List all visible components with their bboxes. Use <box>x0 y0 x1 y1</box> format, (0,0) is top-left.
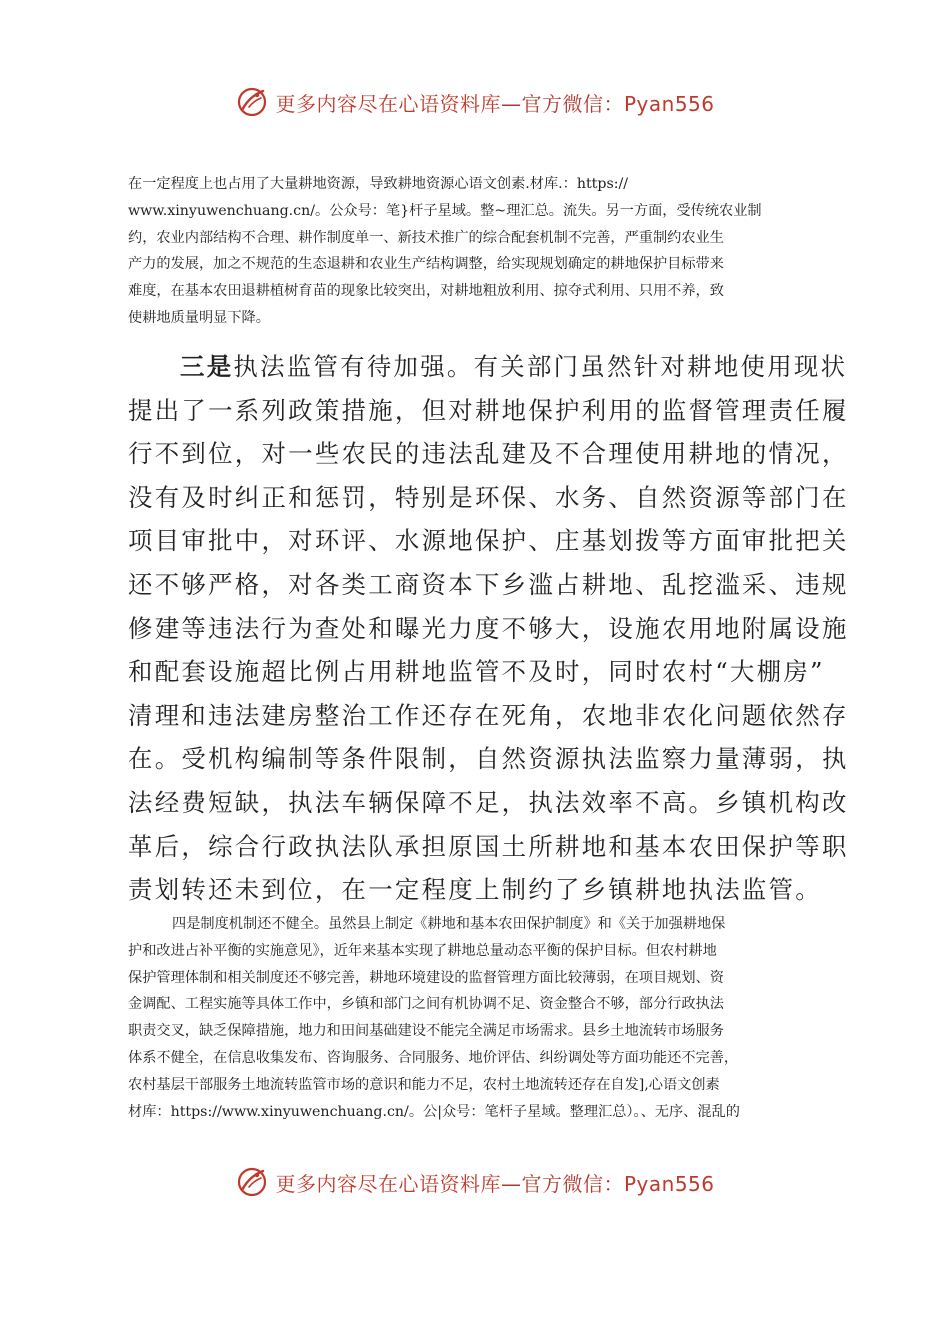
paragraph-3-line: 四是制度机制还不健全。虽然县上制定《耕地和基本农田保护制度》和《关于加强耕地保 <box>172 916 726 932</box>
paragraph-2-line: 在。受机构编制等条件限制，自然资源执法监察力量薄弱，执 <box>128 744 849 774</box>
footer-banner-text <box>275 1168 714 1197</box>
paragraph-2-first-line <box>128 345 848 389</box>
paragraph-3 <box>128 911 832 1125</box>
paragraph-2-line: 修建等违法行为查处和曝光力度不够大，设施农用地附属设施 <box>128 613 849 643</box>
footer-banner-wechat-label: —官方微信： <box>500 1171 624 1196</box>
paragraph-2-line: 项目审批中，对环评、水源地保护、庄基划拨等方面审批把关 <box>128 526 849 556</box>
paragraph-1-line: www.xinyuwenchuang.cn/。公众号：笔}杆子星域。整~理汇总。流失。另一方面，受传统农业制 <box>128 202 762 219</box>
footer-banner <box>0 1162 950 1202</box>
header-banner-text <box>275 88 714 117</box>
footer-banner-wechat-id: Pyan556 <box>623 1171 715 1196</box>
paragraph-1-line: 在一定程度上也占用了大量耕地资源，导致耕地资源心语文创素.材库.：https:// <box>128 176 629 192</box>
brand-logo-icon <box>235 85 269 119</box>
paragraph-2-line: 提出了一系列政策措施，但对耕地保护利用的监督管理责任履 <box>128 395 849 425</box>
paragraph-1 <box>128 171 832 332</box>
paragraph-1-line: 使耕地质量明显下降。 <box>128 309 270 326</box>
footer-banner-title: 更多内容尽在心语资料库 <box>275 1171 501 1196</box>
paragraph-2-line: 还不够严格，对各类工商资本下乡滥占耕地、乱挖滥采、违规 <box>128 569 849 599</box>
paragraph-2-line: 和配套设施超比例占用耕地监管不及时，同时农村“大棚房” <box>128 657 825 687</box>
header-banner-wechat-label: —官方微信： <box>500 91 624 116</box>
paragraph-3-line: 职责交叉，缺乏保障措施，地力和田间基础建设不能完全满足市场需求。县乡土地流转市场服务 <box>128 1023 724 1040</box>
brand-logo-icon <box>235 1165 269 1199</box>
paragraph-1-line: 约，农业内部结构不合理、耕作制度单一、新技术推广的综合配套机制不完善，严重制约农业生 <box>128 229 724 246</box>
paragraph-2-line: 责划转还未到位，在一定程度上制约了乡镇耕地执法监管。 <box>128 875 822 905</box>
header-banner-title: 更多内容尽在心语资料库 <box>275 91 501 116</box>
paragraph-2-line: 行不到位，对一些农民的违法乱建及不合理使用耕地的情况， <box>128 439 849 469</box>
paragraph-2-line: 清理和违法建房整治工作还存在死角，农地非农化问题依然存 <box>128 700 849 730</box>
paragraph-3-line: 护和改进占补平衡的实施意见》，近年来基本实现了耕地总量动态平衡的保护目标。但农村耕地 <box>128 942 717 959</box>
paragraph-2 <box>128 345 849 912</box>
paragraph-3-line: 金调配、工程实施等具体工作中，乡镇和部门之间有机协调不足、资金整合不够，部分行政执法 <box>128 996 724 1013</box>
paragraph-2-lead: 三是 <box>180 352 234 381</box>
paragraph-3-line: 材库：https://www.xinyuwenchuang.cn/。公|众号：笔杆子星域。整理汇总）。、无序、混乱的 <box>128 1103 740 1120</box>
paragraph-3-line: 农村基层干部服务土地流转监管市场的意识和能力不足，农村土地流转还存在自发],心语文创素 <box>128 1076 720 1093</box>
header-banner <box>0 82 950 122</box>
paragraph-2-line: 法经费短缺，执法车辆保障不足，执法效率不高。乡镇机构改 <box>128 787 849 817</box>
paragraph-3-line: 体系不健全，在信息收集发布、咨询服务、合同服务、地价评估、纠纷调处等方面功能还不完善， <box>128 1049 739 1066</box>
paragraph-1-line: 产力的发展，加之不规范的生态退耕和农业生产结构调整，给实现规划确定的耕地保护目标带来 <box>128 256 724 273</box>
paragraph-1-line: 难度，在基本农田退耕植树育苗的现象比较突出，对耕地粗放利用、掠夺式利用、只用不养，致 <box>128 283 724 300</box>
header-banner-wechat-id: Pyan556 <box>623 91 715 116</box>
paragraph-2-line: 没有及时纠正和惩罚，特别是环保、水务、自然资源等部门在 <box>128 482 849 512</box>
paragraph-2-first-line-text: 执法监管有待加强。有关部门虽然针对耕地使用现状 <box>233 352 848 381</box>
paragraph-3-line: 保护管理体制和相关制度还不够完善，耕地环境建设的监督管理方面比较薄弱，在项目规划、资 <box>128 969 724 986</box>
paragraph-2-line: 革后，综合行政执法队承担原国土所耕地和基本农田保护等职 <box>128 831 849 861</box>
